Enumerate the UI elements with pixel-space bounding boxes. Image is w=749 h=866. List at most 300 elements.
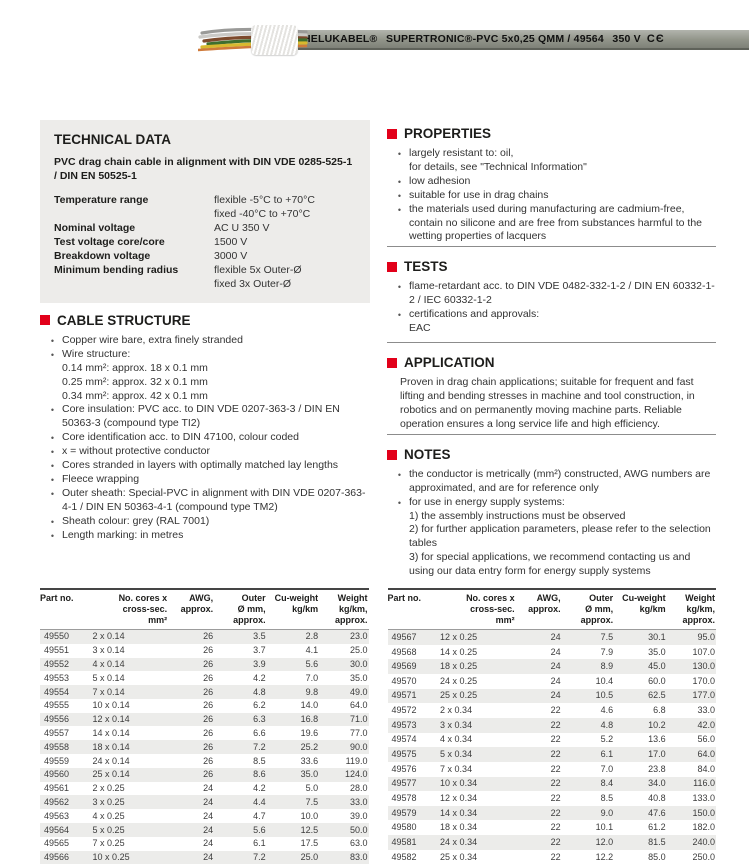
bullet-icon: •: [50, 405, 55, 416]
cell-weight: 49.0: [349, 686, 368, 697]
bullet-icon: •: [50, 349, 55, 360]
table-row: [40, 754, 369, 768]
table-row: [388, 645, 717, 660]
table-row: [388, 674, 717, 689]
cell-weight: 95.0: [697, 631, 715, 642]
cell-cu-weight: 62.5: [648, 690, 666, 701]
table-header-cell: Cu-weight kg/km: [267, 589, 320, 629]
cell-cu-weight: 5.0: [305, 783, 319, 794]
cell-outer-diameter: 8.9: [600, 661, 614, 672]
table-header-cell: Part no.: [40, 589, 93, 629]
cell-part-no: 49572: [391, 705, 417, 716]
list-item-text: Core identification acc. to DIN 47100, colour coded: [62, 431, 299, 444]
list-item-sublines: for details, see "Technical Information": [409, 160, 587, 173]
cell-awg: 26: [203, 631, 214, 642]
cell-outer-diameter: 7.5: [600, 631, 614, 642]
spec-row: [54, 250, 356, 264]
cell-cu-weight: 33.6: [300, 755, 319, 766]
cell-cores: 12 x 0.34: [440, 793, 478, 804]
list-item-text: x = without protective conductor: [62, 445, 210, 458]
selection-table-left: [40, 588, 369, 864]
cell-cores: 4 x 0.25: [92, 810, 125, 821]
cell-cu-weight: 45.0: [648, 661, 666, 672]
cell-cu-weight: 61.2: [648, 822, 666, 833]
cell-cores: 3 x 0.25: [92, 796, 125, 807]
cell-cores: 5 x 0.25: [92, 824, 125, 835]
cell-awg: 22: [550, 719, 561, 730]
table-body: [388, 629, 717, 864]
tests-section: [387, 259, 716, 335]
table-row: [388, 791, 717, 806]
table-header-cell: Weight kg/km, approx.: [319, 589, 368, 629]
cell-cores: 7 x 0.25: [92, 838, 125, 849]
cell-outer-diameter: 4.6: [600, 705, 614, 716]
list-item-text: Fleece wrapping: [62, 473, 140, 486]
application-heading: [387, 355, 716, 370]
cell-awg: 22: [550, 734, 561, 745]
section-marker-icon: [387, 358, 397, 368]
cell-awg: 24: [550, 646, 561, 657]
table-header-cell: Part no.: [388, 589, 441, 629]
list-item-text: largely resistant to: oil,: [409, 147, 514, 159]
bullet-icon: •: [50, 433, 55, 444]
cell-cores: 25 x 0.14: [92, 769, 130, 780]
cell-weight: 23.0: [349, 631, 368, 642]
cell-cu-weight: 13.6: [648, 734, 666, 745]
cell-cores: 14 x 0.34: [440, 807, 478, 818]
cell-outer-diameter: 12.2: [595, 851, 614, 862]
cell-weight: 71.0: [349, 714, 368, 725]
table-row: [40, 713, 369, 727]
table-row: [40, 658, 369, 672]
table-body: [40, 629, 369, 864]
bullet-icon: •: [397, 470, 402, 480]
table-row: [388, 747, 717, 762]
table-row: [388, 703, 717, 718]
cell-cores: 25 x 0.34: [440, 851, 478, 862]
table-header-cell: AWG, approx.: [168, 589, 214, 629]
list-item-text: Cores stranded in layers with optimally matched lay lengths: [62, 459, 339, 472]
cell-awg: 24: [203, 810, 214, 821]
cell-awg: 24: [203, 824, 214, 835]
table-row: [40, 644, 369, 658]
list-item-text: Length marking: in metres: [62, 528, 184, 541]
cell-outer-diameter: 8.5: [600, 793, 614, 804]
table-row: [388, 629, 717, 644]
cell-awg: 22: [550, 763, 561, 774]
cell-weight: 90.0: [349, 741, 368, 752]
list-item: [396, 189, 716, 203]
list-item: [49, 348, 370, 403]
cell-awg: 26: [203, 714, 214, 725]
cable-structure-section: [40, 313, 370, 543]
cell-outer-diameter: 6.6: [253, 727, 266, 738]
table-row: [40, 851, 369, 865]
cell-cu-weight: 10.0: [300, 810, 319, 821]
cell-awg: 26: [203, 686, 214, 697]
cell-outer-diameter: 7.2: [253, 741, 266, 752]
table-row: [388, 733, 717, 748]
table-row: [40, 699, 369, 713]
left-column: [40, 120, 370, 543]
cell-outer-diameter: 6.3: [253, 714, 266, 725]
spec-row: [54, 194, 356, 222]
section-marker-icon: [40, 315, 50, 325]
cell-part-no: 49570: [391, 675, 417, 686]
cell-cu-weight: 17.0: [648, 749, 666, 760]
cell-outer-diameter: 7.9: [600, 646, 614, 657]
tests-title: TESTS: [404, 259, 448, 274]
cell-weight: 64.0: [697, 749, 715, 760]
table-row: [388, 777, 717, 792]
cell-cores: 7 x 0.34: [440, 763, 473, 774]
ce-mark-icon: CЄ: [646, 33, 665, 45]
list-item: [396, 203, 716, 245]
cell-cu-weight: 25.0: [300, 852, 319, 863]
cell-outer-diameter: 3.7: [253, 645, 266, 656]
table-header-row: [40, 589, 369, 629]
cell-weight: 182.0: [692, 822, 715, 833]
cell-part-no: 49555: [44, 700, 70, 711]
cell-part-no: 49550: [44, 631, 70, 642]
cell-cu-weight: 81.5: [648, 837, 666, 848]
right-column: [387, 126, 716, 586]
spec-value: AC U 350 V: [214, 222, 270, 235]
list-item: [396, 308, 716, 336]
list-item-sublines: EAC: [409, 321, 431, 334]
cell-weight: 133.0: [692, 793, 715, 804]
cell-cu-weight: 7.0: [305, 672, 319, 683]
cell-awg: 26: [203, 727, 214, 738]
cell-cores: 10 x 0.14: [92, 700, 130, 711]
table-row: [388, 850, 717, 865]
cell-weight: 240.0: [692, 837, 715, 848]
cell-awg: 22: [550, 778, 561, 789]
cell-outer-diameter: 9.0: [600, 807, 614, 818]
bullet-icon: •: [50, 530, 55, 541]
section-divider: [387, 246, 716, 247]
cell-cu-weight: 19.6: [300, 727, 319, 738]
cell-part-no: 49578: [391, 793, 417, 804]
cell-awg: 24: [550, 675, 561, 686]
cell-cores: 3 x 0.34: [440, 719, 473, 730]
bullet-icon: •: [50, 461, 55, 472]
cell-weight: 170.0: [692, 675, 715, 686]
banner-text: HELUKABEL® SUPERTRONIC®-PVC 5x0,25 QMM / 49564 350 V: [303, 33, 641, 45]
cell-outer-diameter: 8.5: [253, 755, 266, 766]
list-item-text: Outer sheath: Special-PVC in alignment with DIN VDE 0207-363-4-1 / DIN EN 50363-4-1 (compound type TM2): [62, 487, 366, 513]
list-item: [49, 529, 370, 543]
cell-outer-diameter: 3.9: [253, 659, 266, 669]
cell-cu-weight: 7.5: [305, 796, 319, 807]
cell-cu-weight: 6.8: [653, 705, 666, 716]
cell-cu-weight: 14.0: [300, 700, 319, 711]
cell-part-no: 49575: [391, 749, 417, 760]
table-header-cell: Cu-weight kg/km: [614, 589, 667, 629]
spec-value: 1500 V: [214, 236, 248, 249]
table-row: [40, 809, 369, 823]
table-row: [388, 835, 717, 850]
section-divider: [387, 342, 716, 343]
cell-weight: 77.0: [349, 727, 368, 738]
cell-awg: 26: [203, 645, 214, 656]
cell-cu-weight: 60.0: [648, 675, 666, 686]
table-row: [40, 685, 369, 699]
table-header-cell: Outer Ø mm, approx.: [562, 589, 615, 629]
bullet-icon: •: [397, 282, 402, 292]
cell-awg: 24: [203, 838, 214, 849]
cell-cu-weight: 40.8: [648, 793, 666, 804]
cell-cu-weight: 35.0: [648, 646, 666, 657]
cell-cores: 2 x 0.14: [92, 631, 125, 642]
list-item: [49, 403, 370, 431]
list-item: [49, 473, 370, 487]
cell-part-no: 49551: [44, 645, 70, 656]
bullet-icon: •: [397, 149, 402, 159]
properties-section: [387, 126, 716, 244]
cell-awg: 22: [550, 749, 561, 760]
cell-weight: 150.0: [692, 807, 715, 818]
cell-cu-weight: 4.1: [305, 645, 319, 656]
table-header-cell: No. cores x cross-sec. mm²: [440, 589, 516, 629]
bullet-icon: •: [50, 489, 55, 500]
cell-part-no: 49557: [44, 727, 70, 738]
cell-part-no: 49569: [391, 661, 417, 672]
cell-cu-weight: 5.6: [305, 659, 319, 669]
table-row: [388, 762, 717, 777]
cell-part-no: 49576: [391, 763, 417, 774]
cell-cores: 12 x 0.25: [440, 631, 478, 642]
cell-part-no: 49573: [391, 719, 417, 730]
cell-weight: 50.0: [349, 824, 368, 835]
cell-awg: 22: [550, 705, 561, 716]
spec-row: [54, 264, 356, 292]
cable-structure-list: [40, 334, 370, 543]
cell-outer-diameter: 4.4: [253, 796, 266, 807]
list-item: [49, 487, 370, 515]
cell-part-no: 49567: [391, 631, 417, 642]
list-item: [49, 515, 370, 529]
cell-outer-diameter: 4.2: [253, 783, 266, 794]
cell-part-no: 49582: [391, 851, 417, 862]
list-item-sublines: 0.14 mm²: approx. 18 x 0.1 mm 0.25 mm²: approx. 32 x 0.1 mm 0.34 mm²: approx. 42 x 0.1 mm: [62, 361, 208, 402]
bullet-icon: •: [397, 204, 402, 215]
bullet-icon: •: [50, 475, 55, 486]
table-header-cell: No. cores x cross-sec. mm²: [93, 589, 169, 629]
list-item: [396, 280, 716, 308]
tests-list: [387, 280, 716, 335]
table-header-cell: Outer Ø mm, approx.: [214, 589, 267, 629]
list-item-sublines: 1) the assembly instructions must be observed 2) for further application parameters, please refer to the selection tables 3) for special applications, we recommend contacting us and using our data entry form for energy supply systems: [409, 509, 711, 578]
cell-outer-diameter: 4.8: [253, 686, 266, 697]
list-item-text: certifications and approvals:: [409, 307, 540, 320]
cell-cu-weight: 25.2: [300, 741, 319, 752]
list-item: [396, 496, 716, 579]
cell-part-no: 49552: [44, 659, 70, 669]
list-item-text: the conductor is metrically (mm²) constructed, AWG numbers are approximated, and are for reference only: [409, 468, 711, 494]
cell-cores: 18 x 0.25: [440, 661, 478, 672]
table-row: [388, 659, 717, 674]
spec-value: flexible -5°C to +70°C fixed -40°C to +70°C: [214, 194, 315, 221]
cell-awg: 24: [203, 783, 214, 794]
spec-value: flexible 5x Outer-Ø fixed 3x Outer-Ø: [214, 264, 302, 290]
spec-value: 3000 V: [214, 250, 248, 263]
cell-part-no: 49553: [44, 672, 70, 683]
list-item: [396, 175, 716, 189]
bullet-icon: •: [50, 335, 55, 346]
cell-part-no: 49558: [44, 741, 70, 752]
list-item: [49, 334, 370, 348]
cell-weight: 64.0: [349, 700, 368, 711]
cell-weight: 25.0: [349, 645, 368, 656]
cell-awg: 26: [203, 700, 214, 711]
cell-cores: 25 x 0.25: [440, 690, 478, 701]
cell-part-no: 49560: [44, 769, 70, 780]
cell-cores: 24 x 0.25: [440, 675, 478, 686]
cell-cores: 14 x 0.25: [440, 646, 478, 657]
cell-outer-diameter: 5.2: [600, 734, 614, 745]
application-title: APPLICATION: [404, 355, 495, 370]
list-item-text: Copper wire bare, extra finely stranded: [62, 333, 243, 346]
list-item-text: the materials used during manufacturing are cadmium-free, contain no silicone and are free from substances harmful to the wetting properties of lacquers: [409, 202, 702, 243]
cell-outer-diameter: 10.5: [595, 690, 614, 701]
table-header-row: [388, 589, 717, 629]
list-item-text: for use in energy supply systems:: [409, 495, 565, 508]
list-item-text: Core insulation: PVC acc. to DIN VDE 0207-363-3 / DIN EN 50363-3 (compound type TI2): [62, 403, 340, 430]
cell-cores: 5 x 0.34: [440, 749, 473, 760]
bullet-icon: •: [397, 176, 402, 187]
cell-outer-diameter: 6.1: [253, 838, 266, 849]
cell-awg: 22: [550, 822, 561, 833]
table-row: [40, 768, 369, 782]
list-item: [396, 468, 716, 496]
cell-cores: 10 x 0.34: [440, 778, 478, 789]
cell-part-no: 49559: [44, 755, 70, 766]
cell-weight: 107.0: [692, 646, 715, 657]
cell-cores: 18 x 0.14: [92, 741, 130, 752]
table-row: [40, 795, 369, 809]
cable-structure-title: CABLE STRUCTURE: [57, 312, 191, 328]
cell-cores: 5 x 0.14: [92, 672, 125, 683]
cell-weight: 83.0: [349, 852, 368, 863]
cell-cores: 7 x 0.14: [92, 686, 125, 697]
cell-weight: 63.0: [349, 838, 368, 849]
cell-outer-diameter: 4.2: [253, 672, 266, 683]
cell-weight: 33.0: [697, 705, 715, 716]
table-row: [40, 837, 369, 851]
application-section: [387, 355, 716, 431]
cell-awg: 24: [550, 690, 561, 701]
technical-data-title: TECHNICAL DATA: [54, 132, 171, 147]
cell-weight: 35.0: [349, 672, 368, 683]
cell-part-no: 49564: [44, 824, 70, 835]
cable-fleece-wrap: [251, 25, 298, 55]
properties-title: PROPERTIES: [404, 126, 492, 141]
table-row: [388, 820, 717, 835]
cell-weight: 30.0: [349, 659, 368, 669]
cell-part-no: 49565: [44, 838, 70, 849]
cell-cu-weight: 35.0: [300, 769, 319, 780]
table-header-cell: Weight kg/km, approx.: [667, 589, 716, 629]
spec-label: Breakdown voltage: [54, 250, 151, 263]
notes-section: [387, 447, 716, 579]
cell-awg: 24: [203, 796, 214, 807]
cell-awg: 26: [203, 659, 214, 669]
cell-part-no: 49566: [44, 852, 70, 863]
cell-cu-weight: 9.8: [305, 686, 319, 697]
cell-weight: 119.0: [345, 755, 368, 766]
cell-cu-weight: 47.6: [648, 807, 666, 818]
cell-part-no: 49568: [391, 646, 417, 657]
cell-outer-diameter: 12.0: [595, 837, 614, 848]
cell-cores: 3 x 0.14: [92, 645, 125, 656]
cell-weight: 28.0: [349, 783, 368, 794]
properties-heading: [387, 126, 716, 141]
notes-list: [387, 468, 716, 579]
cell-awg: 26: [203, 755, 214, 766]
section-marker-icon: [387, 129, 397, 139]
list-item-text: low adhesion: [409, 174, 471, 187]
bullet-icon: •: [397, 190, 402, 201]
cell-part-no: 49581: [391, 837, 417, 848]
table-row: [40, 671, 369, 685]
cell-cu-weight: 23.8: [648, 763, 666, 774]
cell-cores: 10 x 0.25: [92, 852, 130, 863]
list-item-text: suitable for use in drag chains: [409, 188, 549, 201]
cell-part-no: 49562: [44, 796, 70, 807]
selection-table-right: [388, 588, 717, 864]
tests-heading: [387, 259, 716, 274]
cell-cores: 2 x 0.34: [440, 705, 473, 716]
cell-outer-diameter: 6.2: [253, 700, 266, 711]
cell-weight: 39.0: [349, 810, 368, 821]
table-row: [40, 823, 369, 837]
cell-part-no: 49571: [391, 690, 417, 701]
spec-label: Temperature range: [54, 194, 149, 207]
technical-data-panel: [40, 120, 370, 303]
cell-cu-weight: 10.2: [648, 719, 666, 730]
cell-cu-weight: 12.5: [300, 824, 319, 835]
cell-part-no: 49577: [391, 778, 417, 789]
spec-label: Test voltage core/core: [54, 236, 165, 249]
bullet-icon: •: [397, 309, 402, 320]
cell-cu-weight: 30.1: [648, 631, 666, 642]
cable-structure-heading: [40, 313, 370, 328]
cell-weight: 124.0: [344, 769, 368, 780]
cell-cu-weight: 34.0: [648, 778, 666, 789]
cell-weight: 177.0: [692, 690, 715, 701]
cell-weight: 56.0: [697, 734, 715, 745]
cell-cores: 12 x 0.14: [92, 714, 130, 725]
cell-part-no: 49561: [44, 783, 70, 794]
cell-cu-weight: 85.0: [648, 851, 666, 862]
selection-tables: [40, 588, 716, 864]
list-item: [49, 431, 370, 445]
cell-outer-diameter: 3.5: [253, 631, 266, 642]
cell-part-no: 49574: [391, 734, 417, 745]
cell-cu-weight: 16.8: [300, 714, 319, 725]
cell-part-no: 49579: [391, 807, 417, 818]
cell-cores: 2 x 0.25: [92, 783, 125, 794]
cell-part-no: 49580: [391, 822, 417, 833]
table-row: [388, 806, 717, 821]
table-header-cell: AWG, approx.: [516, 589, 562, 629]
cell-awg: 26: [203, 769, 214, 780]
spec-label: Minimum bending radius: [54, 264, 179, 277]
cell-weight: 33.0: [349, 796, 368, 807]
section-divider: [387, 434, 716, 435]
table-row: [40, 782, 369, 796]
